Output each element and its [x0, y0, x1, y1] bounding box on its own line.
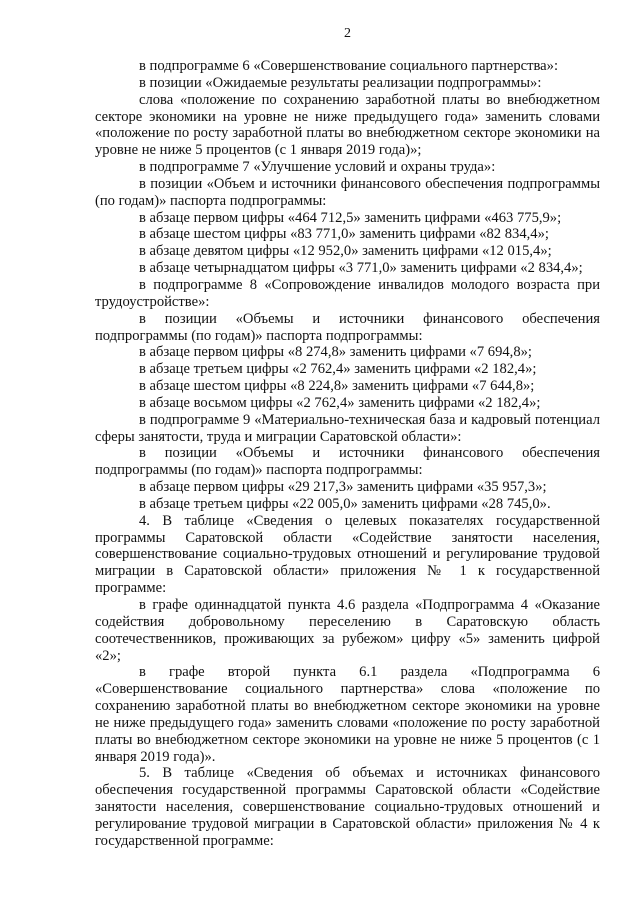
paragraph: в позиции «Объем и источники финансового обеспечения подпрограммы (по годам)» паспорта подпрограммы:	[95, 175, 600, 209]
paragraph: в подпрограмме 6 «Совершенствование социального партнерства»:	[139, 58, 558, 74]
paragraph: слова «положение по сохранению заработной платы во внебюджетном секторе экономики на уровне не ниже предыдущего года» заменить словами «положение по росту заработной платы во внебюджетном секторе экономики на уровне не ниже 5 процентов (с 1 января 2019 года)»;	[95, 91, 600, 159]
paragraph: в абзаце третьем цифры «22 005,0» заменить цифрами «28 745,0».	[139, 495, 551, 512]
paragraph: в позиции «Ожидаемые результаты реализации подпрограммы»:	[139, 74, 542, 91]
paragraph: в абзаце девятом цифры «12 952,0» заменить цифрами «12 015,4»;	[139, 243, 552, 260]
paragraph: в абзаце четырнадцатом цифры «3 771,0» заменить цифрами «2 834,4»;	[139, 260, 583, 277]
paragraph: в абзаце первом цифры «8 274,8» заменить цифрами «7 694,8»;	[139, 344, 532, 361]
paragraph: в графе одиннадцатой пункта 4.6 раздела «Подпрограмма 4 «Оказание содействия добровольному переселению в Саратовскую область соотечественников, проживающих за рубежом» цифру «5» заменить цифрой «2»;	[95, 597, 600, 664]
paragraph: в графе второй пункта 6.1 раздела «Подпрограмма 6 «Совершенствование социального партнерства» слова «положение по сохранению заработной платы во внебюджетном секторе экономики на уровне не ниже предыдущего года» заменить словами «положение по росту заработной платы во внебюджетном секторе экономики на уровне не ниже 5 процентов (с 1 января 2019 года)».	[95, 664, 600, 765]
paragraph: в абзаце первом цифры «464 712,5» заменить цифрами «463 775,9»;	[139, 209, 562, 226]
paragraph: в подпрограмме 7 «Улучшение условий и охраны труда»:	[139, 159, 496, 176]
paragraph: в подпрограмме 9 «Материально-техническая база и кадровый потенциал сферы занятости, труда и миграции Саратовской области»:	[95, 411, 600, 445]
paragraph: в абзаце третьем цифры «2 762,4» заменить цифрами «2 182,4»;	[139, 361, 537, 378]
paragraph: 5. В таблице «Сведения об объемах и источниках финансового обеспечения государственной программы Саратовской области «Содействие занятости населения, совершенствование социально-трудовых отношений и регулирование трудовой миграции в Саратовской области» приложения № 4 к государственной программе:	[95, 765, 600, 849]
paragraph: 4. В таблице «Сведения о целевых показателях государственной программы Саратовской области «Содействие занятости населения, совершенствование социально-трудовых отношений и регулирование трудовой миграции в Саратовской области» приложения № 1 к государственной программе:	[95, 512, 600, 597]
document-body	[95, 58, 600, 850]
paragraph: в подпрограмме 8 «Сопровождение инвалидов молодого возраста при трудоустройстве»:	[95, 276, 600, 310]
page-number: 2	[344, 26, 351, 41]
paragraph: в абзаце восьмом цифры «2 762,4» заменить цифрами «2 182,4»;	[139, 394, 541, 411]
paragraph: в абзаце первом цифры «29 217,3» заменить цифрами «35 957,3»;	[139, 479, 547, 496]
paragraph: в абзаце шестом цифры «83 771,0» заменить цифрами «82 834,4»;	[139, 226, 549, 243]
paragraph: в позиции «Объемы и источники финансового обеспечения подпрограммы (по годам)» паспорта подпрограммы:	[95, 310, 600, 344]
paragraph: в позиции «Объемы и источники финансового обеспечения подпрограммы (по годам)» паспорта подпрограммы:	[95, 445, 600, 479]
paragraph: в абзаце шестом цифры «8 224,8» заменить цифрами «7 644,8»;	[139, 378, 535, 395]
